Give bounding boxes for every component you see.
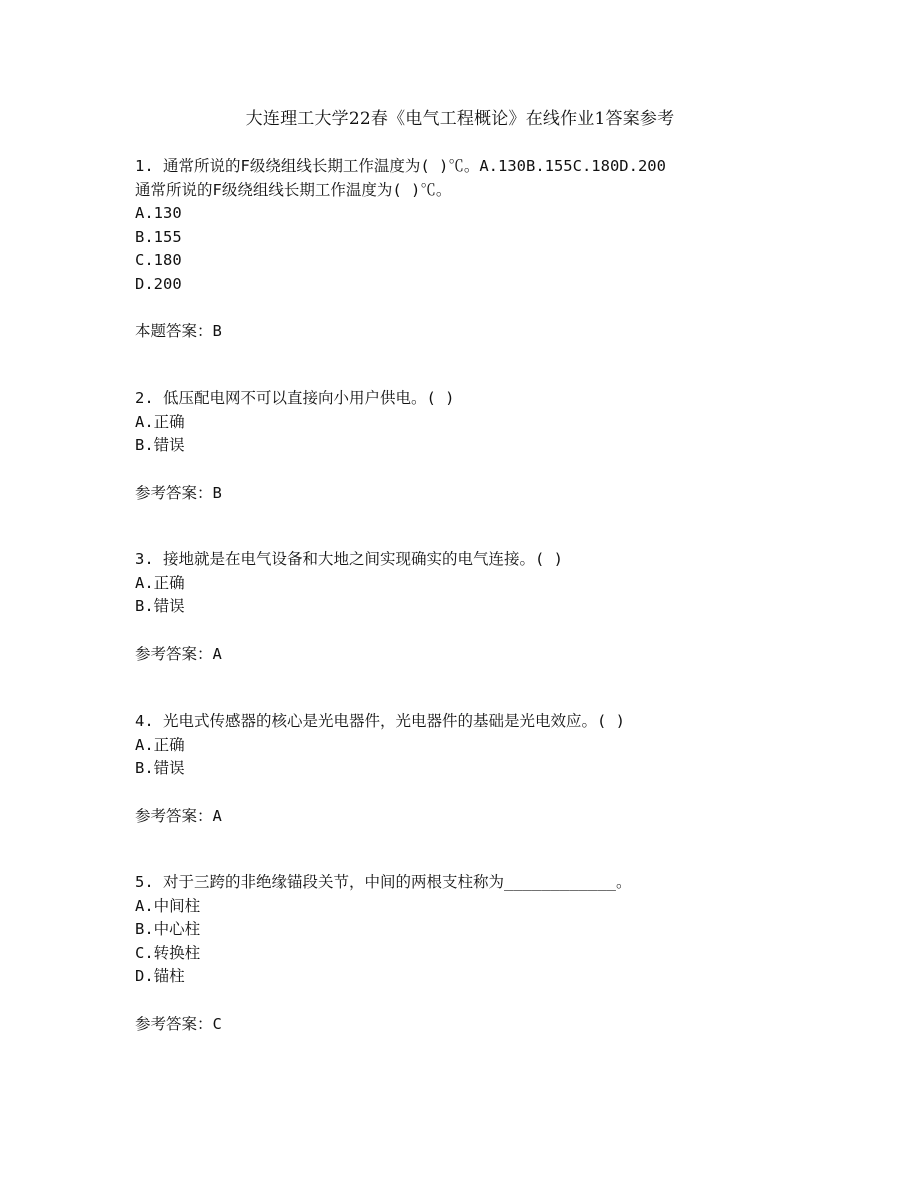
question-5-option-d: D.锚柱 [135,967,185,985]
question-1-stem: 1. 通常所说的F级绕组线长期工作温度为( )℃。A.130B.155C.180D.200 [135,157,666,175]
question-4-stem: 4. 光电式传感器的核心是光电器件，光电器件的基础是光电效应。( ) [135,712,625,730]
question-5-option-b: B.中心柱 [135,920,201,938]
question-3 [135,548,835,619]
question-5-stem: 5. 对于三跨的非绝缘锚段关节，中间的两根支柱称为____________。 [135,873,632,891]
question-4-option-a: A.正确 [135,735,185,754]
question-3-answer: 参考答案：A [135,645,222,663]
question-4-answer: 参考答案：A [135,807,222,825]
question-2 [135,387,835,458]
question-2-stem: 2. 低压配电网不可以直接向小用户供电。( ) [135,389,455,407]
question-1-stem-repeat: 通常所说的F级绕组线长期工作温度为( )℃。 [135,180,452,199]
question-1-option-c: C.180 [135,251,182,269]
question-5-option-a: A.中间柱 [135,896,201,915]
question-2-option-a: A.正确 [135,412,185,431]
question-5-option-c: C.转换柱 [135,943,201,962]
question-3-stem: 3. 接地就是在电气设备和大地之间实现确实的电气连接。( ) [135,550,563,568]
question-1-option-b: B.155 [135,227,182,246]
question-1-answer: 本题答案：B [135,322,222,340]
question-3-option-a: A.正确 [135,573,185,592]
question-5 [135,871,835,989]
question-3-option-b: B.错误 [135,597,185,615]
question-1-option-d: D.200 [135,274,182,293]
question-1 [135,155,835,296]
question-2-answer: 参考答案：B [135,484,222,502]
question-1-option-a: A.130 [135,204,182,222]
question-4 [135,710,835,781]
question-5-answer: 参考答案：C [135,1015,222,1033]
question-2-option-b: B.错误 [135,436,185,454]
question-4-option-b: B.错误 [135,759,185,777]
document-title: 大连理工大学22春《电气工程概论》在线作业1答案参考 [245,109,675,129]
